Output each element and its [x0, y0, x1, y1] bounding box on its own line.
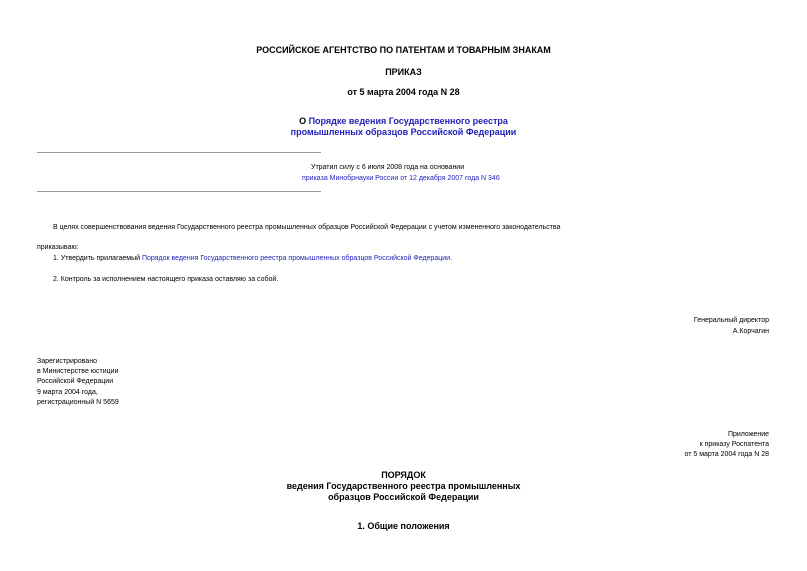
section-1-heading: 1. Общие положения	[357, 521, 450, 531]
procedure-link[interactable]: Порядок ведения Государственного реестра промышленных образцов Российской Федерации	[141, 255, 451, 262]
status-bottom-rule	[37, 191, 321, 192]
item1-prefix: 1. Утвердить прилагаемый	[53, 255, 142, 262]
document-type: ПРИКАЗ	[385, 67, 422, 77]
procedure-subtitle-line2: образцов Российской Федерации	[328, 492, 479, 502]
title-prefix: О	[299, 116, 309, 126]
status-repeal-link[interactable]: приказа Минобрнауки России от 12 декабря 2007 года N 346	[302, 175, 500, 182]
intro-paragraph: В целях совершенствования ведения Государственного реестра промышленных образцов Российской Федерации с учетом измененного законодательства	[53, 224, 561, 231]
registration-block	[37, 357, 177, 408]
item1-suffix: .	[450, 255, 453, 262]
title-link-line1[interactable]: Порядке ведения Государственного реестра	[308, 116, 508, 126]
order-word: приказываю:	[37, 244, 79, 251]
appendix-line-2: к приказу Роспатента	[699, 441, 769, 449]
appendix-block	[609, 430, 769, 461]
signatory-name: А.Корчагин	[732, 328, 769, 335]
registration-line-1: Зарегистрировано	[37, 358, 97, 365]
title-link-line2[interactable]: промышленных образцов Российской Федерации	[290, 127, 517, 137]
agency-name: РОССИЙСКОЕ АГЕНТСТВО ПО ПАТЕНТАМ И ТОВАРНЫМ ЗНАКАМ	[256, 45, 551, 55]
signatory-position: Генеральный директор	[693, 317, 769, 324]
procedure-title: ПОРЯДОК	[381, 470, 426, 480]
registration-line-3: Российской Федерации	[37, 378, 114, 386]
appendix-line-3: от 5 марта 2004 года N 28	[684, 451, 769, 459]
procedure-subtitle-line1: ведения Государственного реестра промышленных	[286, 481, 521, 491]
status-top-rule	[37, 152, 321, 153]
registration-line-5: регистрационный N 5659	[37, 398, 119, 406]
appendix-line-1: Приложение	[727, 431, 769, 438]
order-item-1	[53, 255, 452, 263]
order-item-2: 2. Контроль за исполнением настоящего приказа оставляю за собой.	[53, 276, 279, 283]
document-date: от 5 марта 2004 года N 28	[347, 87, 460, 97]
registration-line-4: 9 марта 2004 года,	[37, 388, 98, 396]
registration-line-2: в Министерстве юстиции	[37, 368, 119, 376]
document-title	[0, 116, 807, 127]
status-text: Утратил силу с 6 июля 2008 года на основании	[311, 164, 465, 171]
